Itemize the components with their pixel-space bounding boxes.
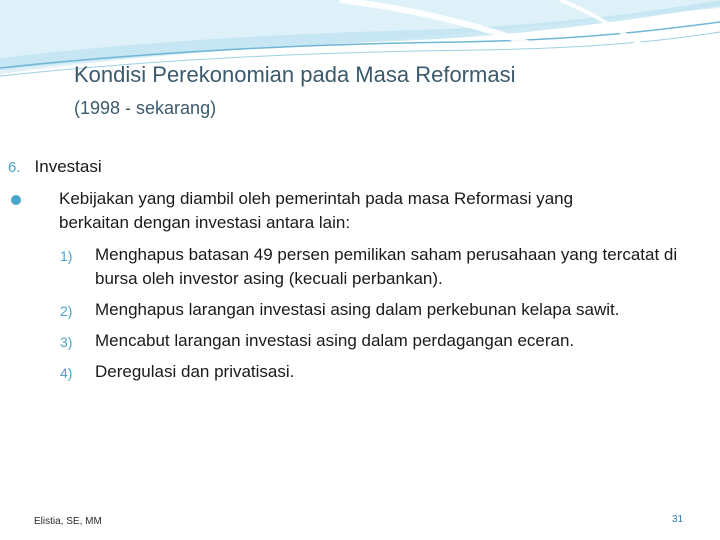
list-item (60, 329, 680, 353)
section-heading (8, 155, 102, 180)
list-item (60, 243, 680, 291)
list-item (60, 360, 680, 384)
bullet-text-line2: berkaitan dengan investasi antara lain: (59, 213, 351, 232)
list-item-text: Menghapus batasan 49 persen pemilikan saham perusahaan yang tercatat di bursa oleh investor asing (kecuali perbankan). (95, 245, 678, 288)
section-title: Investasi (34, 157, 102, 176)
numbered-list (60, 243, 680, 391)
list-item-number: 3) (60, 334, 73, 350)
list-item-number: 1) (60, 248, 73, 264)
page-number: 31 (672, 514, 684, 525)
list-item (60, 298, 680, 322)
section-number: 6. (8, 159, 21, 176)
slide-subtitle: (1998 - sekarang) (74, 98, 217, 118)
list-item-text: Menghapus larangan investasi asing dalam perkebunan kelapa sawit. (95, 300, 620, 319)
footer-author: Elistia, SE, MM (34, 516, 102, 527)
bullet-text-line1: Kebijakan yang diambil oleh pemerintah pada masa Reformasi yang (59, 189, 574, 208)
bullet-paragraph (8, 187, 688, 235)
bullet-dot-icon (11, 195, 21, 205)
list-item-number: 2) (60, 303, 73, 319)
list-item-number: 4) (60, 365, 73, 381)
list-item-text: Deregulasi dan privatisasi. (95, 362, 295, 381)
slide-title: Kondisi Perekonomian pada Masa Reformasi (74, 62, 516, 87)
list-item-text: Mencabut larangan investasi asing dalam perdagangan eceran. (95, 331, 575, 350)
